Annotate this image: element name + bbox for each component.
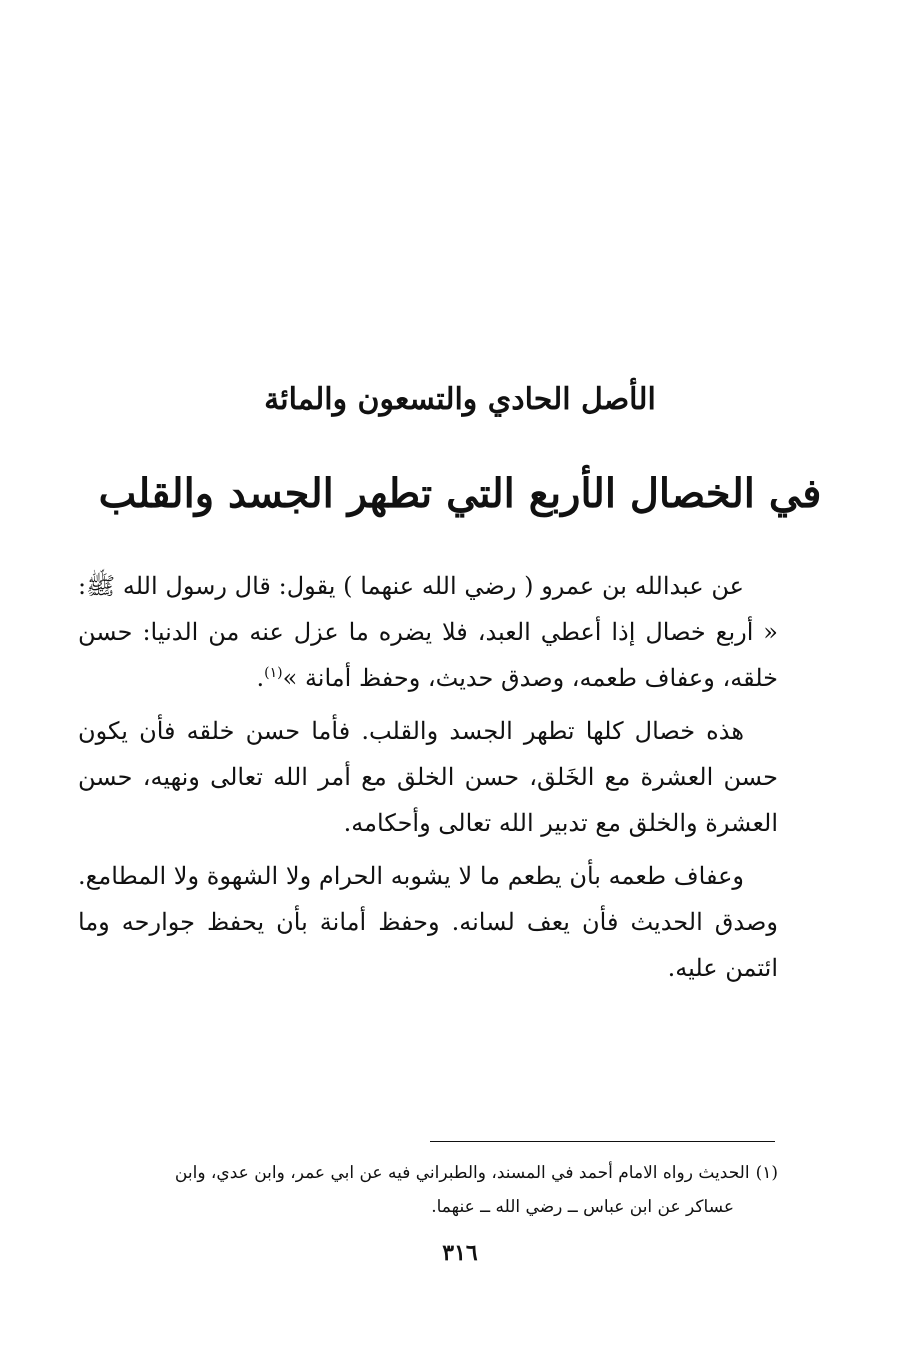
footnote-line-1: الحديث رواه الامام أحمد في المسند، والطبراني فيه عن ابي عمر، وابن عدي، وابن (174, 1163, 750, 1183)
footnote (80, 1156, 778, 1224)
chapter-title: الأصل الحادي والتسعون والمائة (264, 382, 656, 417)
paragraph-commentary (78, 708, 778, 846)
footnote-reference: (١) (264, 665, 283, 681)
paragraph-text: وعفاف طعمه بأن يطعم ما لا يشوبه الحرام ولا الشهوة ولا المطامع. وصدق الحديث فأن يعف لسانه. وحفظ أمانة بأن يحفظ جوارحه وما ائتمن عليه. (78, 862, 778, 982)
paragraph-explanation (78, 853, 778, 991)
page-number: ٣١٦ (442, 1240, 478, 1266)
paragraph-hadith (78, 563, 778, 701)
chapter-subtitle: في الخصال الأربع التي تطهر الجسد والقلب (98, 470, 822, 517)
footnote-line-2: عساكر عن ابن عباس ــ رضي الله ــ عنهما. (431, 1197, 734, 1217)
footnote-number: (١) (755, 1163, 778, 1183)
paragraph-end: . (256, 664, 265, 692)
paragraph-text: هذه خصال كلها تطهر الجسد والقلب. فأما حسن خلقه فأن يكون حسن العشرة مع الخَلق، حسن الخلق مع أمر الله تعالى ونهيه، حسن العشرة والخلق مع تدبير الله تعالى وأحكامه. (78, 717, 778, 837)
footnote-separator (430, 1141, 775, 1142)
paragraph-text: عن عبدالله بن عمرو ( رضي الله عنهما ) يقول: قال رسول الله ﷺ: « أربع خصال إذا أعطي العبد، فلا يضره ما عزل عنه من الدنيا: حسن خلقه، وعفاف طعمه، وصدق حديث، وحفظ أمانة » (78, 572, 778, 692)
